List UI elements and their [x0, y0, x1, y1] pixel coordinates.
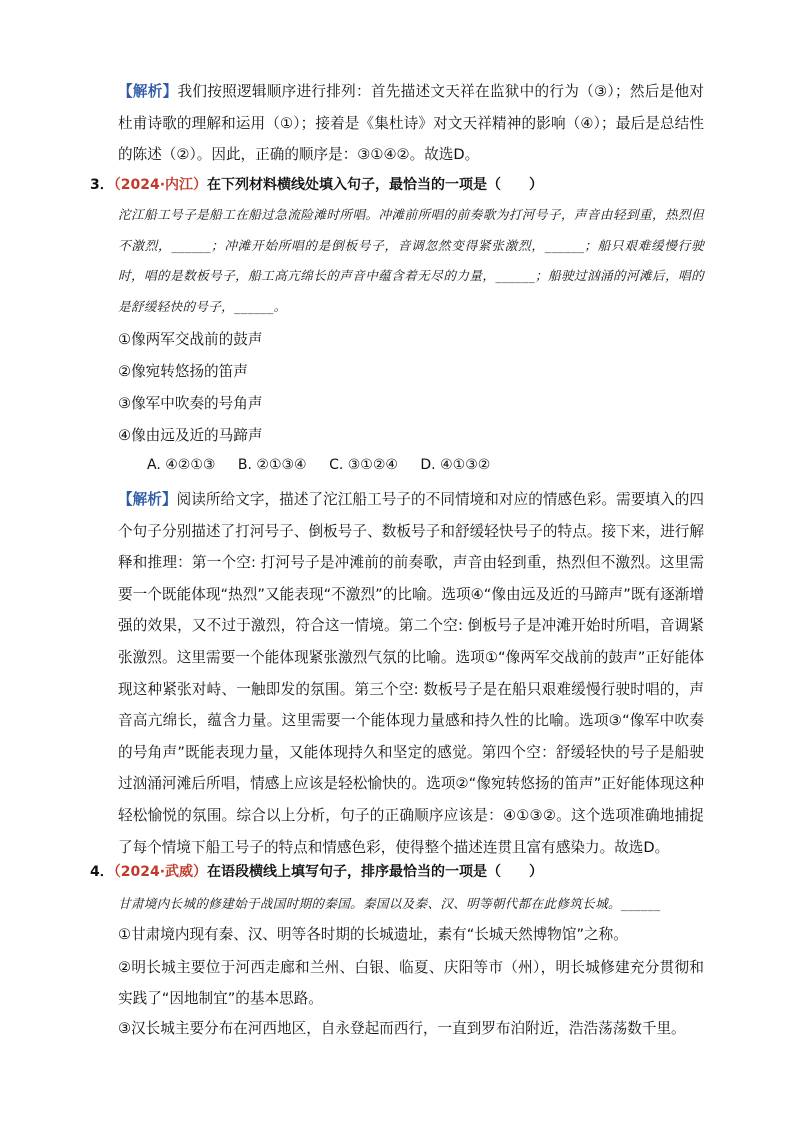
question-source: （2024·内江）	[113, 177, 208, 193]
option-4: ④像由远及近的马蹄声	[118, 427, 263, 444]
question-stem: 在语段横线上填写句子，排序最恰当的一项是（ ）	[207, 864, 544, 880]
answer-choices	[147, 457, 508, 473]
question-number: 4．	[90, 864, 114, 880]
analysis-tag: 【解析】	[118, 491, 177, 508]
q4-option-3: ③汉长城主要分布在河西地区，自永登起而西行，一直到罗布泊附近，浩浩荡荡数千里。	[118, 1020, 686, 1037]
question-source: （2024·武威）	[113, 864, 208, 880]
choice-a: A. ④②①③	[147, 457, 216, 473]
question-stem: 在下列材料横线处填入句子，最恰当的一项是（ ）	[207, 177, 544, 193]
q4-option-2: ②明长城主要位于河西走廊和兰州、白银、临夏、庆阳等市（州），明长城修建充分贯彻和实践了“因地制宜”的基本思路。	[118, 959, 704, 1007]
question-3-passage: 沱江船工号子是船工在船过急流险滩时所唱。冲滩前所唱的前奏歌为打河号子，声音由轻到重，热烈但不激烈，______；冲滩开始所唱的是倒板号子，音调忽然变得紧张激烈，______；船只艰难缓慢行驶时，唱的是数板号子，船工高亢绵长的声音中蕴含着无尽的力量，______；船驶过汹涌的河滩后，唱的是舒缓轻快的号子，______。	[118, 207, 704, 314]
question-number: 3．	[90, 177, 114, 193]
q4-option-1: ①甘肃境内现有秦、汉、明等各时期的长城遗址，素有“长城天然博物馆”之称。	[118, 926, 628, 943]
q3-analysis	[118, 484, 704, 863]
option-1: ①像两军交战前的鼓声	[118, 331, 263, 348]
question-4-passage: 甘肃境内长城的修建始于战国时期的秦国。秦国以及秦、汉、明等朝代都在此修筑长城。______	[118, 896, 661, 911]
choice-b: B. ②①③④	[237, 457, 307, 473]
analysis-tag: 【解析】	[118, 83, 178, 100]
question-4-title	[90, 862, 543, 882]
choice-d: D. ④①③②	[420, 457, 491, 473]
option-2: ②像宛转悠扬的笛声	[118, 363, 248, 380]
choice-c: C. ③①②④	[329, 457, 398, 473]
q2-analysis	[118, 76, 704, 171]
question-3-title	[90, 175, 543, 195]
analysis-text: 阅读所给文字，描述了沱江船工号子的不同情境和对应的情感色彩。需要填入的四个句子分别描述了打河号子、倒板号子、数板号子和舒缓轻快号子的特点。接下来，进行解释和推理：第一个空: 打河号子是冲滩前的前奏歌，声音由轻到重，热烈但不激烈。这里需要一个既能体现“热烈”又能表现“不激烈”的比喻。选项④“像由远及近的马蹄声”既有逐渐增强的效果，又不过于激烈，符合这一情境。第二个空: 倒板号子是冲滩开始时所唱，音调紧张激烈。这里需要一个能体现紧张激烈气氛的比喻。选项①“像两军交战前的鼓声”正好能体现这种紧张对峙、一触即发的氛围。第三个空: 数板号子是在船只艰难缓慢行驶时唱的，声音高亢绵长，蕴含力量。这里需要一个能体现力量感和持久性的比喻。选项③“像军中吹奏的号角声”既能表现力量，又能体现持久和坚定的感觉。第四个空：舒缓轻快的号子是船驶过汹涌河滩后所唱，情感上应该是轻松愉快的。选项②“像宛转悠扬的笛声”正好能体现这种轻松愉悦的氛围。综合以上分析，句子的正确顺序应该是：④①③②。这个选项准确地捕捉了每个情境下船工号子的特点和情感色彩，使得整个描述连贯且富有感染力。故选D。	[118, 491, 704, 856]
analysis-text: 我们按照逻辑顺序进行排列：首先描述文天祥在监狱中的行为（③）；然后是他对杜甫诗歌的理解和运用（①）；接着是《集杜诗》对文天祥精神的影响（④）；最后是总结性的陈述（②）。因此，正确的顺序是：③①④②。故选D。	[118, 83, 704, 164]
option-3: ③像军中吹奏的号角声	[118, 395, 263, 412]
